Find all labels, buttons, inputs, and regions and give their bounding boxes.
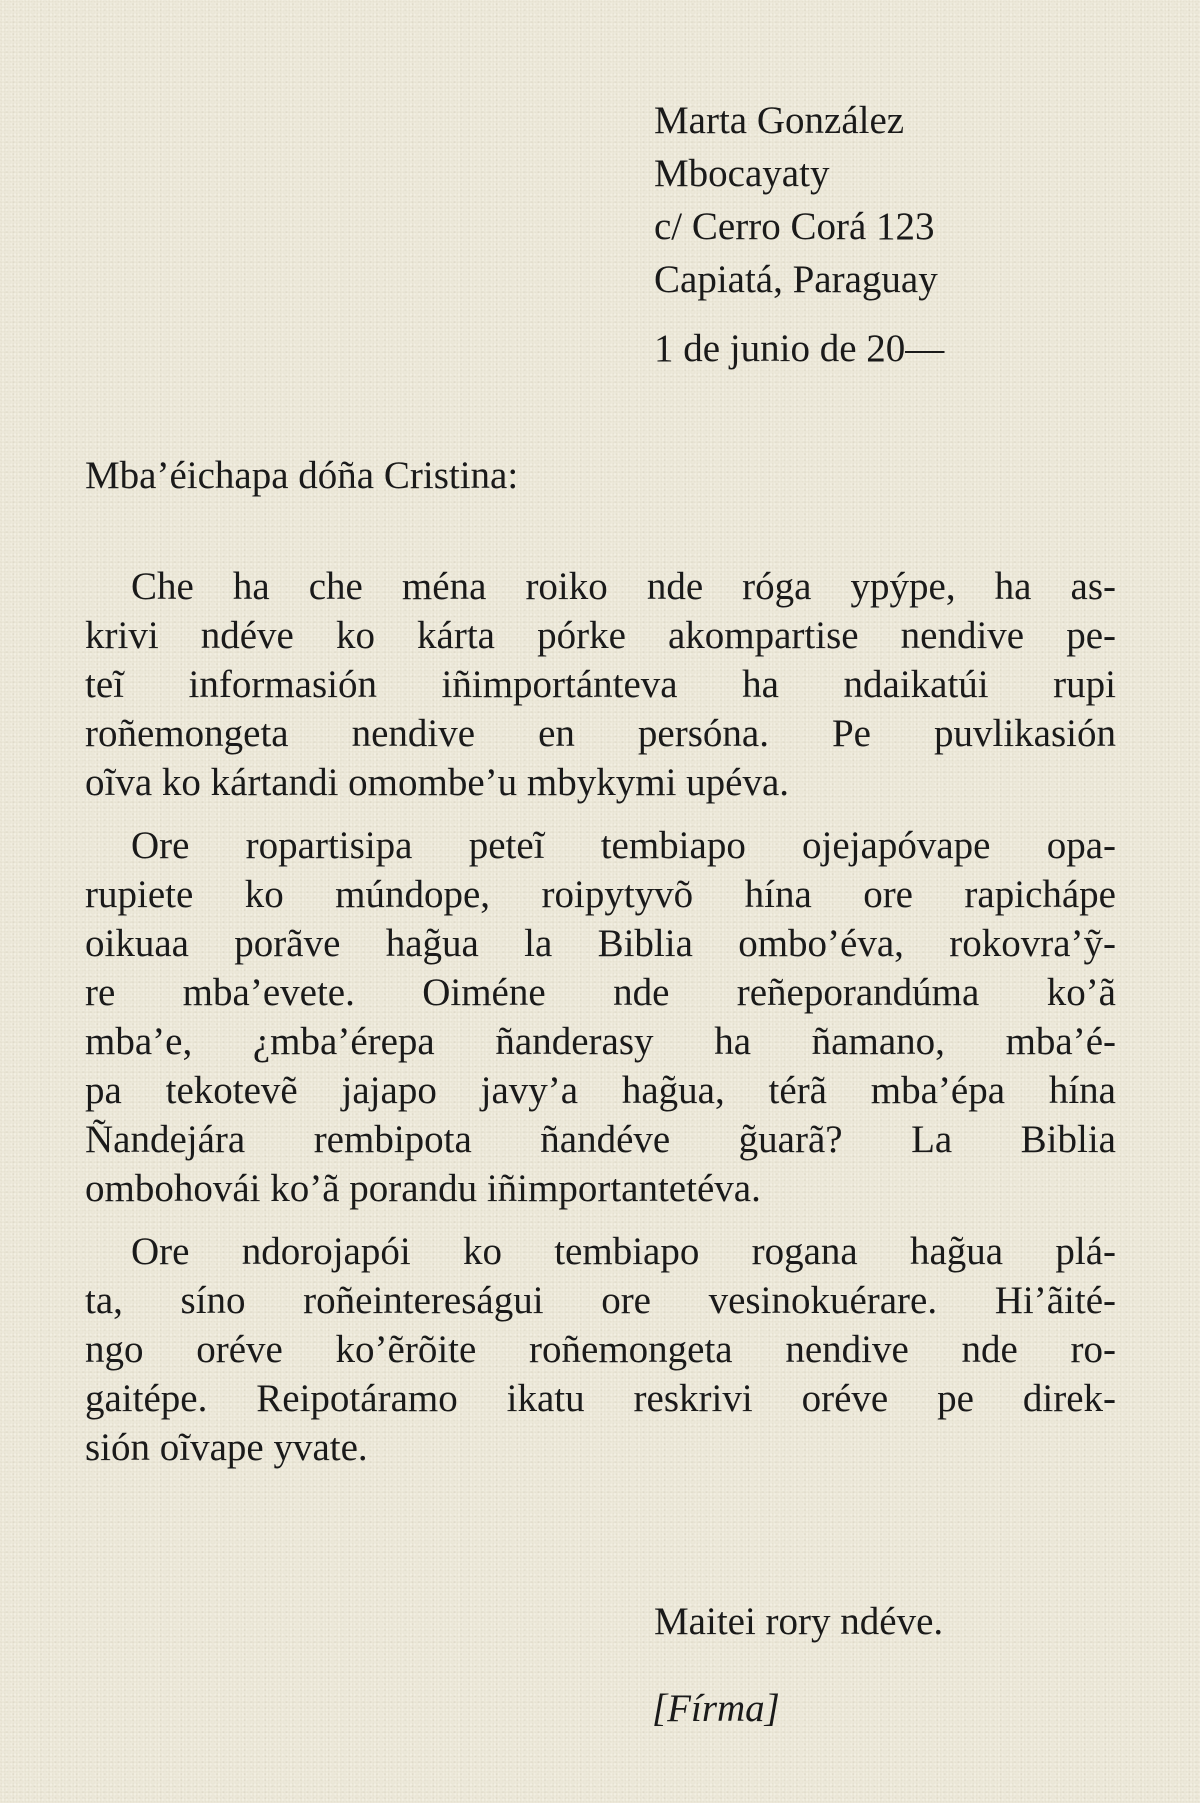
text-line: ta, síno roñeintereságui ore vesinokuérare. Hi’ãité- — [85, 1279, 1116, 1322]
text-line: Ore ropartisipa peteĩ tembiapo ojejapóvape opa- — [131, 824, 1116, 867]
letter-date: 1 de junio de 20— — [654, 327, 945, 370]
letter-body — [85, 562, 1116, 1486]
text-line: krivi ndéve ko kárta pórke akompartise nendive pe- — [85, 614, 1116, 657]
text-line: teĩ informasión iñimportánteva ha ndaikatúi rupi — [85, 663, 1116, 706]
text-line: oĩva ko kártandi omombe’u mbykymi upéva. — [85, 761, 790, 804]
text-line: ombohovái ko’ã porandu iñimportantetéva. — [85, 1167, 761, 1210]
paragraph-3 — [85, 1227, 1116, 1472]
text-line: Ore ndorojapói ko tembiapo rogana hag̃ua plá- — [131, 1230, 1116, 1273]
sender-address-line: Capiatá, Paraguay — [654, 258, 938, 301]
text-line: Che ha che ména roiko nde róga ypýpe, ha as- — [131, 565, 1116, 608]
sender-address-line: Mbocayaty — [654, 152, 830, 195]
text-line: sión oĩvape yvate. — [85, 1426, 368, 1469]
text-line: gaitépe. Reipotáramo ikatu reskrivi oréve pe direk- — [85, 1377, 1116, 1420]
paragraph-2 — [85, 821, 1116, 1213]
paragraph-1 — [85, 562, 1116, 807]
sender-name: Marta González — [654, 99, 905, 142]
text-line: Ñandejára rembipota ñandéve g̃uarã? La Biblia — [85, 1118, 1116, 1161]
text-line: roñemongeta nendive en persóna. Pe puvlikasión — [85, 712, 1116, 755]
salutation: Mba’éichapa dóña Cristina: — [85, 454, 519, 497]
closing: Maitei rory ndéve. — [654, 1600, 944, 1643]
text-line: ngo oréve ko’ẽrõite roñemongeta nendive nde ro- — [85, 1328, 1116, 1371]
text-line: oikuaa porãve hag̃ua la Biblia ombo’éva, rokovra’ỹ- — [85, 922, 1116, 965]
sender-address-block — [654, 94, 938, 306]
sender-address-line: c/ Cerro Corá 123 — [654, 205, 935, 248]
signature-placeholder: [Fírma] — [652, 1687, 780, 1730]
text-line: re mba’evete. Oiméne nde reñeporandúma ko’ã — [85, 971, 1116, 1014]
text-line: mba’e, ¿mba’érepa ñanderasy ha ñamano, mba’é- — [85, 1020, 1116, 1063]
text-line: rupiete ko múndope, roipytyvõ hína ore rapichápe — [85, 873, 1116, 916]
text-line: pa tekotevẽ jajapo javy’a hag̃ua, térã mba’épa hína — [85, 1069, 1116, 1112]
